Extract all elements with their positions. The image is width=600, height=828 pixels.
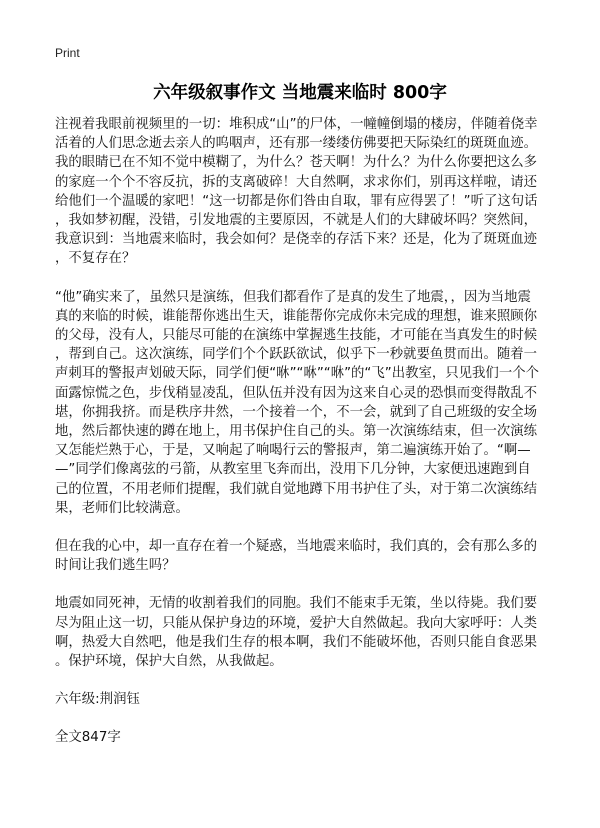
essay-paragraph-2 (55, 288, 555, 518)
word-count (55, 728, 555, 747)
text-line: 给他们一个温暖的家吧！“这一切都是你们咎由自取，罪有应得罢了！”听了这句话 (55, 193, 538, 209)
text-line: 时间让我们逃生吗？ (55, 558, 176, 574)
text-line: 。保护环境，保护大自然，从我做起。 (55, 654, 283, 670)
text-line: 活着的人们思念逝去亲人的呜咽声，还有那一缕缕仿佛要把天际染红的斑斑血迹。 (55, 136, 538, 152)
text-line: 地，然后都快速的蹲在地上，用书保护住自己的头。第一次演练结束，但一次演练 (55, 424, 538, 440)
text-line: “他”确实来了，虽然只是演练，但我们都看作了是真的发生了地震，，因为当地震 (55, 289, 531, 305)
text-line: 真的来临的时候，谁能帮你逃出生天，谁能帮你完成你未完成的理想，谁来照顾你 (55, 308, 538, 324)
text-line: 果，老师们比较满意。 (55, 500, 189, 516)
essay-body (55, 115, 555, 748)
essay-paragraph-3 (55, 537, 555, 575)
author-line (55, 690, 555, 709)
word-count-text: 全文847字 (55, 730, 121, 746)
text-line: 面露惊慌之色，步伐稍显凌乱，但队伍并没有因为这来自心灵的恐惧而变得散乱不 (55, 385, 538, 401)
text-line: ，不复存在？ (55, 251, 136, 267)
text-line: 堪，你拥我挤。而是秩序井然，一个接着一个，不一会，就到了自己班级的安全场 (55, 404, 538, 420)
text-line: 注视着我眼前视频里的一切：堆积成“山”的尸体，一幢幢倒塌的楼房，伴随着侥幸 (55, 117, 538, 132)
text-line: 的父母，没有人，只能尽可能的在演练中掌握逃生技能，才可能在当真发生的时候 (55, 328, 538, 344)
text-line: 的家庭一个个不容反抗，拆的支离破碎！大自然啊，求求你们，别再这样啦，请还 (55, 174, 538, 190)
text-line: 啊，热爱大自然吧，他是我们生存的根本啊，我们不能破坏他，否则只能自食恶果 (55, 634, 538, 650)
print-label: Print (55, 46, 80, 60)
text-line: 我的眼睛已在不知不觉中模糊了，为什么？苍天啊！为什么？为什么你要把这么多 (55, 155, 538, 171)
text-line: 但在我的心中，却一直存在着一个疑惑，当地震来临时，我们真的，会有那么多的 (55, 539, 538, 555)
text-line: ，我如梦初醒，没错，引发地震的主要原因，不就是人们的大肆破坏吗？突然间， (55, 213, 538, 229)
text-line: 我意识到：当地震来临时，我会如何？是侥幸的存活下来？还是，化为了斑斑血迹 (55, 232, 538, 248)
text-line: 声刺耳的警报声划破天际，同学们便“咻”“咻”“咻”的“飞”出教室，只见我们一个个 (55, 366, 539, 382)
essay-paragraph-1 (55, 115, 555, 269)
essay-title: 六年级叙事作文 当地震来临时 800字 (153, 83, 447, 103)
text-line: 又怎能烂熟于心，于是，又响起了响喝行云的警报声，第二遍演练开始了。“啊— (55, 443, 531, 459)
text-line: —”同学们像离弦的弓箭，从教室里飞奔而出，没用下几分钟，大家便迅速跑到自 (55, 462, 531, 478)
text-line: 尽为阻止这一切，只能从保护身边的环境，爱护大自然做起。我向大家呼吁：人类 (55, 615, 538, 631)
author-text: 六年级:荆润钰 (55, 692, 140, 708)
text-line: 己的位置，不用老师们提醒，我们就自觉地蹲下用书护住了头，对于第二次演练结 (55, 481, 538, 497)
text-line: 地震如同死神，无情的收割着我们的同胞。我们不能束手无策，坐以待毙。我们要 (55, 596, 538, 612)
essay-paragraph-4 (55, 594, 555, 671)
text-line: ，帮到自己。这次演练，同学们个个跃跃欲试，似乎下一秒就要鱼贯而出。随着一 (55, 347, 538, 363)
